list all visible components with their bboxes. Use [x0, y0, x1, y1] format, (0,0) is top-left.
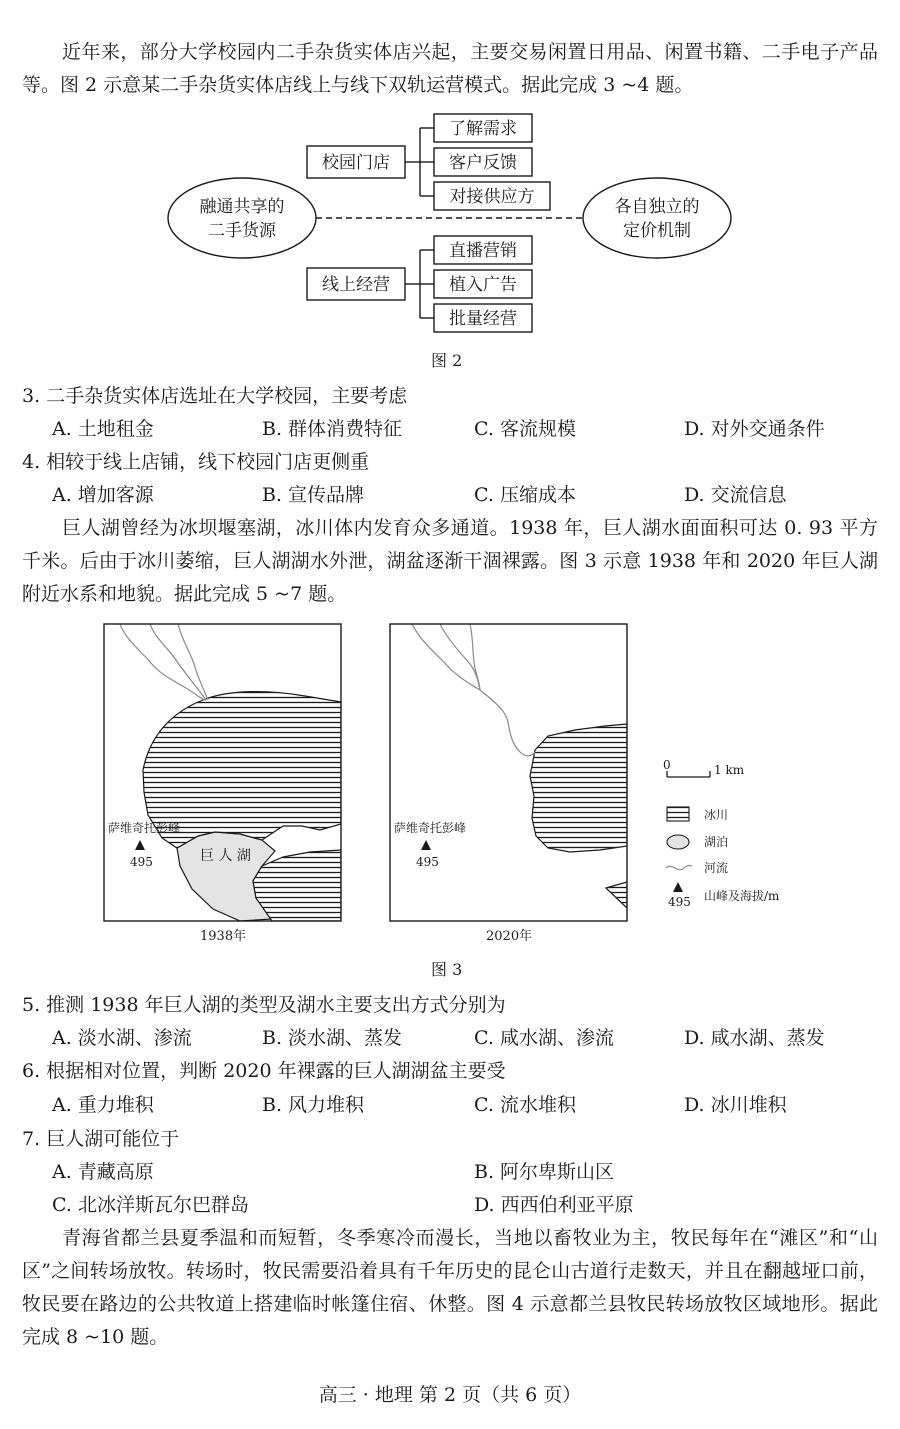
q5-option-c: C. 咸水湖、渗流	[474, 1027, 614, 1049]
right-ellipse	[583, 178, 731, 258]
q6-option-a: A. 重力堆积	[52, 1094, 154, 1116]
q5-option-b: B. 淡水湖、蒸发	[262, 1027, 403, 1049]
peak-elev-2020: 495	[416, 855, 439, 869]
scale-one: 1 km	[714, 763, 745, 777]
campus-item-1: 了解需求	[449, 119, 517, 139]
q7-option-b: B. 阿尔卑斯山区	[474, 1161, 615, 1183]
scale-zero: 0	[663, 758, 671, 772]
left-ellipse-line2: 二手货源	[208, 221, 276, 241]
peak-name-1938: 萨维奇托彭峰	[108, 821, 181, 835]
campus-item-2: 客户反馈	[449, 153, 517, 173]
lake-name-label: 巨 人 湖	[200, 848, 251, 864]
q3-option-c: C. 客流规模	[474, 418, 576, 440]
q4-option-b: B. 宣传品牌	[262, 484, 365, 506]
figure-2-caption: 图 2	[431, 351, 463, 370]
legend-peak-swatch	[673, 882, 683, 892]
online-item-1: 直播营销	[449, 241, 517, 261]
q7-option-d: D. 西西伯利亚平原	[474, 1194, 634, 1216]
legend-lake-swatch	[667, 835, 689, 849]
q6-option-c: C. 流水堆积	[474, 1094, 576, 1116]
map-1938-label: 1938年	[200, 929, 247, 944]
online-label: 线上经营	[322, 275, 390, 295]
question-3-stem: 3. 二手杂货实体店选址在大学校园，主要考虑	[22, 385, 408, 407]
right-ellipse-line1: 各自独立的	[614, 197, 700, 217]
map-1938	[104, 624, 341, 921]
question-5-stem: 5. 推测 1938 年巨人湖的类型及湖水主要支出方式分别为	[22, 994, 506, 1016]
q4-option-c: C. 压缩成本	[474, 484, 576, 506]
map-2020	[390, 624, 627, 921]
q3-option-d: D. 对外交通条件	[684, 418, 825, 440]
q5-option-d: D. 咸水湖、蒸发	[684, 1027, 825, 1049]
legend-glacier-swatch	[667, 807, 689, 821]
q6-option-d: D. 冰川堆积	[684, 1094, 787, 1116]
question-4-stem: 4. 相较于线上店铺，线下校园门店更侧重	[22, 451, 370, 473]
question-7-stem: 7. 巨人湖可能位于	[22, 1128, 180, 1150]
question-6-stem: 6. 根据相对位置，判断 2020 年裸露的巨人湖湖盆主要受	[22, 1060, 506, 1082]
online-item-3: 批量经营	[449, 309, 517, 329]
legend-lake-label: 湖泊	[704, 835, 729, 849]
page-footer: 高三 · 地理 第 2 页（共 6 页）	[318, 1384, 582, 1406]
q5-option-a: A. 淡水湖、渗流	[52, 1027, 192, 1049]
q4-option-a: A. 增加客源	[52, 484, 154, 506]
glacier-main-2020	[530, 724, 627, 852]
legend-glacier-label: 冰川	[704, 808, 729, 822]
q6-option-b: B. 风力堆积	[262, 1094, 365, 1116]
campus-store-label: 校园门店	[322, 153, 390, 173]
q3-option-a: A. 土地租金	[52, 418, 154, 440]
q7-option-c: C. 北冰洋斯瓦尔巴群岛	[52, 1194, 249, 1216]
intro-paragraph-2: 巨人湖曾经为冰坝堰塞湖，冰川体内发育众多通道。1938 年，巨人湖水面面积可达 0. 93 平方千米。后由于冰川萎缩，巨人湖湖水外泄，湖盆逐渐干涸裸露。图 3 示意 1938 年和 2020 年巨人湖附近水系和地貌。据此完成 5 ~7 题。	[22, 517, 878, 605]
legend-peak-label: 山峰及海拔/m	[704, 889, 780, 903]
figure-3-caption: 图 3	[431, 960, 463, 979]
peak-name-2020: 萨维奇托彭峰	[394, 821, 467, 835]
peak-elev-1938: 495	[130, 855, 153, 869]
campus-item-3: 对接供应方	[449, 187, 535, 207]
legend-river-swatch	[666, 866, 692, 870]
q4-option-d: D. 交流信息	[684, 484, 787, 506]
intro-paragraph-3: 青海省都兰县夏季温和而短暂，冬季寒冷而漫长，当地以畜牧业为主，牧民每年在“滩区”和“山区”之间转场放牧。转场时，牧民需要沿着具有千年历史的昆仑山古道行走数天，并且在翻越垭口前，牧民要在路边的公共牧道上搭建临时帐篷住宿、休整。图 4 示意都兰县牧民转场放牧区域地形。据此完成 8 ~10 题。	[22, 1227, 878, 1348]
intro-paragraph-1: 近年来，部分大学校园内二手杂货实体店兴起，主要交易闲置日用品、闲置书籍、二手电子产品等。图 2 示意某二手杂货实体店线上与线下双轨运营模式。据此完成 3 ~4 题。	[22, 41, 878, 96]
left-ellipse-line1: 融通共享的	[199, 197, 285, 217]
left-ellipse	[168, 178, 316, 258]
figure-3-maps	[0, 615, 900, 950]
q3-option-b: B. 群体消费特征	[262, 418, 403, 440]
right-ellipse-line2: 定价机制	[623, 221, 691, 241]
legend-river-label: 河流	[704, 861, 729, 875]
figure-2-diagram	[0, 105, 900, 345]
map-2020-label: 2020年	[486, 929, 533, 944]
legend-peak-elev: 495	[668, 895, 691, 909]
q7-option-a: A. 青藏高原	[52, 1161, 154, 1183]
online-item-2: 植入广告	[449, 275, 517, 295]
